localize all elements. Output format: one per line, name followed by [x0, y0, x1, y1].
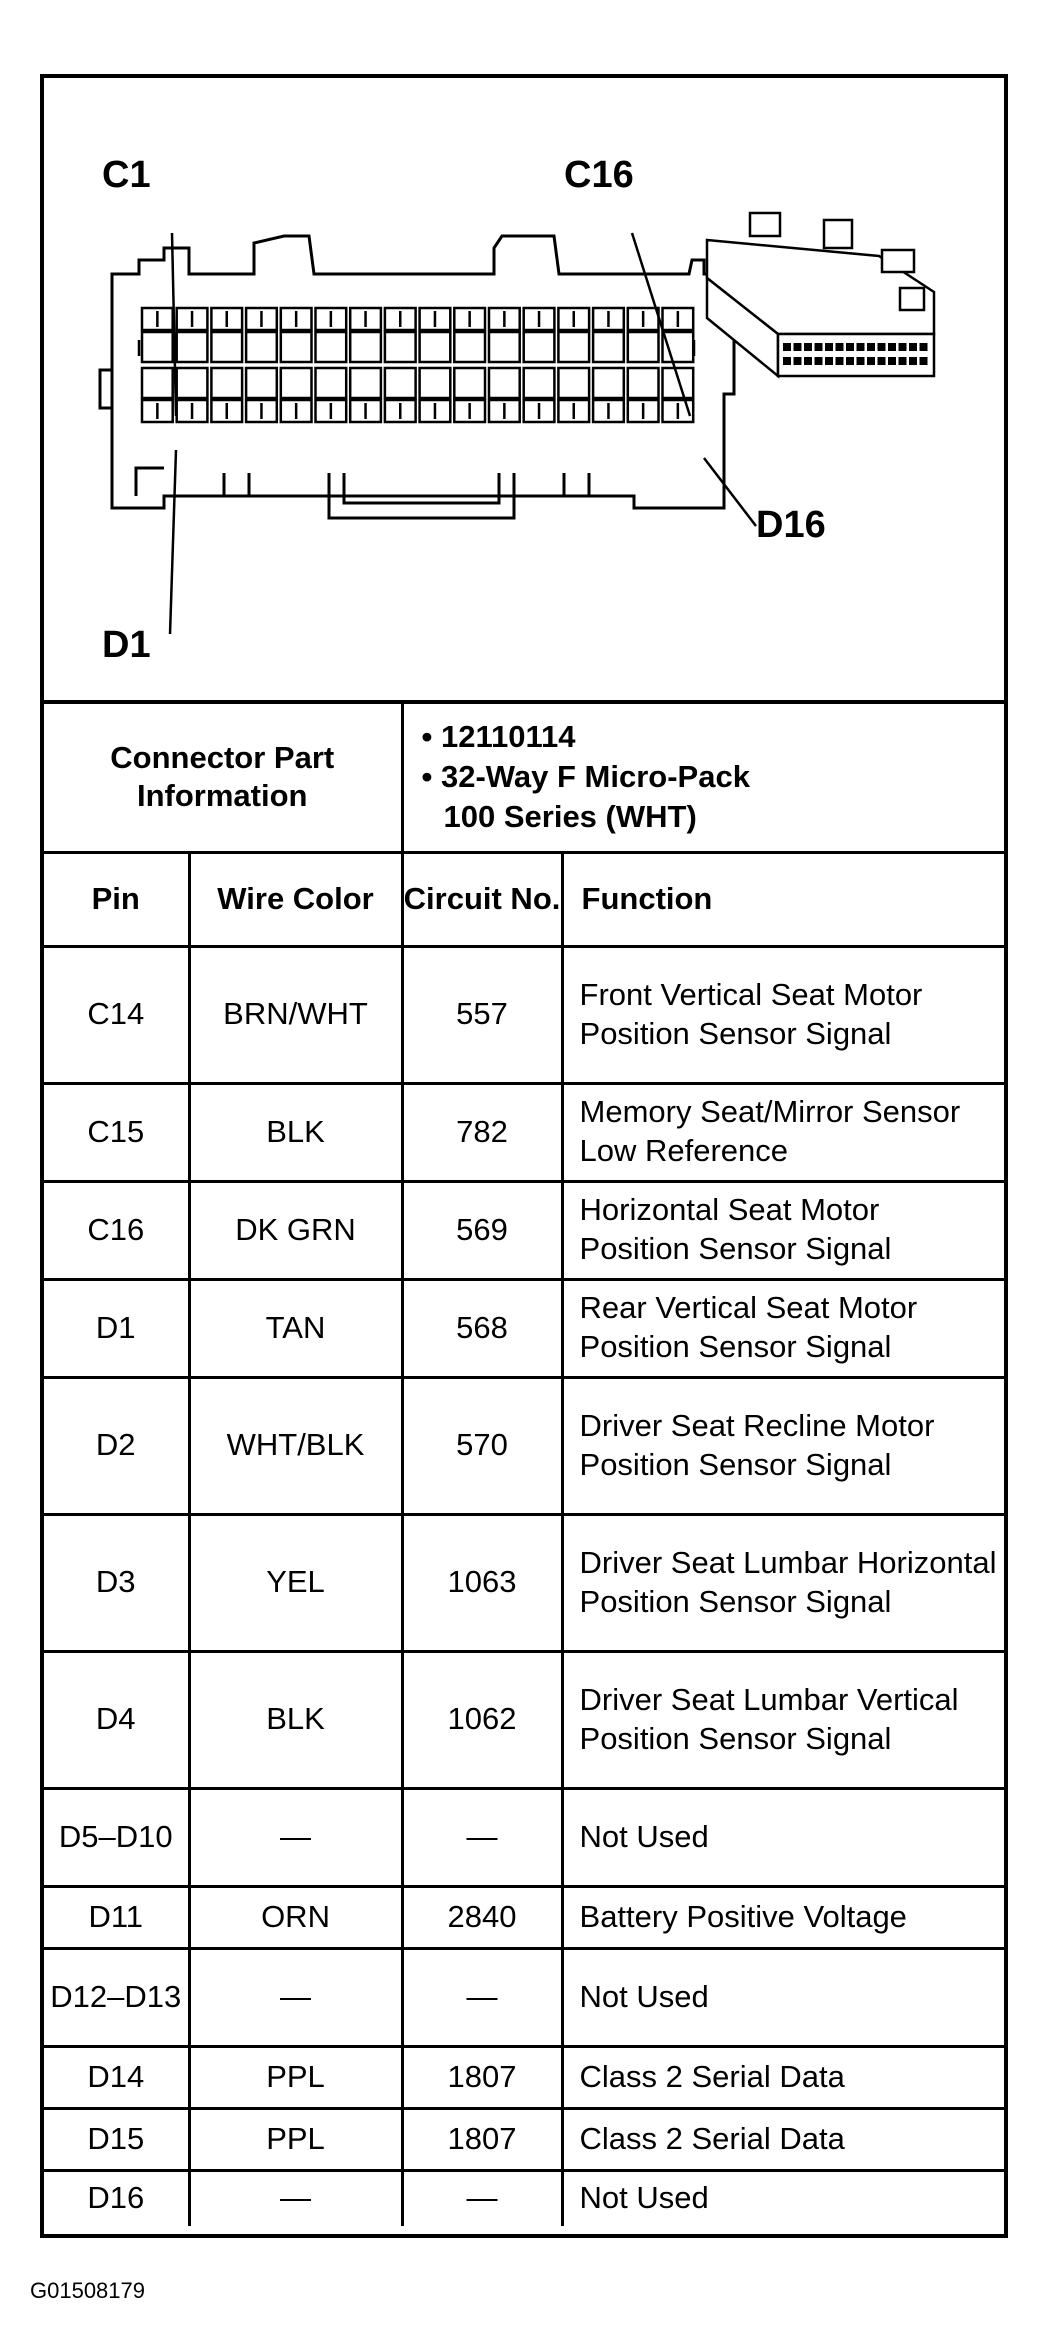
leader-lines [170, 233, 756, 634]
wire-color-cell: YEL [189, 1514, 402, 1651]
iso-pin [837, 358, 843, 364]
circuit-cell: — [402, 2170, 562, 2226]
iso-pin [868, 358, 874, 364]
circuit-cell: 1807 [402, 2046, 562, 2108]
connector-part-info-row [44, 702, 1004, 852]
iso-pin [910, 358, 916, 364]
c-pin-cavity [420, 332, 451, 362]
circuit-cell: 569 [402, 1181, 562, 1279]
circuit-cell: 570 [402, 1377, 562, 1514]
wire-color-cell: DK GRN [189, 1181, 402, 1279]
iso-pin [879, 358, 885, 364]
d-pin-cavity [558, 368, 589, 398]
iso-pin [858, 344, 864, 350]
function-cell: Class 2 Serial Data [562, 2046, 1004, 2108]
pin-cell: D2 [44, 1377, 189, 1514]
pin-cell: D15 [44, 2108, 189, 2170]
pin-cell: D3 [44, 1514, 189, 1651]
table-header-row [44, 852, 1004, 946]
connector-face-drawing [44, 78, 1004, 700]
wire-color-cell: — [189, 2170, 402, 2226]
c-pin-cavity [316, 332, 347, 362]
d-pin-cavity [316, 368, 347, 398]
header-wire-color: Wire Color [189, 852, 402, 946]
iso-pin [795, 344, 801, 350]
iso-pin [805, 358, 811, 364]
table-row [44, 1181, 1004, 1279]
table-row [44, 1886, 1004, 1948]
iso-pin [921, 358, 927, 364]
pin-cell: D11 [44, 1886, 189, 1948]
iso-pin [889, 358, 895, 364]
d-pin-cavity [350, 368, 381, 398]
wire-color-cell: BRN/WHT [189, 946, 402, 1083]
pin-cell: D12–D13 [44, 1948, 189, 2046]
c-pin-cavity [489, 332, 520, 362]
function-cell: Battery Positive Voltage [562, 1886, 1004, 1948]
function-cell: Not Used [562, 1948, 1004, 2046]
iso-pin [900, 344, 906, 350]
d-pin-cavity [211, 368, 242, 398]
d-pin-cavity [246, 368, 277, 398]
circuit-cell: — [402, 1788, 562, 1886]
c-pin-cavity [628, 332, 659, 362]
c-pin-cavity [385, 332, 416, 362]
circuit-cell: 2840 [402, 1886, 562, 1948]
c-pin-cavity [350, 332, 381, 362]
iso-pin [910, 344, 916, 350]
function-cell: Memory Seat/Mirror Sensor Low Reference [562, 1083, 1004, 1181]
d-pin-cavity [142, 368, 173, 398]
iso-pin [837, 344, 843, 350]
pinout-table [44, 700, 1004, 2226]
pin-cell: D14 [44, 2046, 189, 2108]
iso-pin [847, 358, 853, 364]
function-cell: Rear Vertical Seat Motor Position Sensor Signal [562, 1279, 1004, 1377]
figure-code: G01508179 [30, 2278, 145, 2303]
table-row [44, 2170, 1004, 2226]
function-cell: Class 2 Serial Data [562, 2108, 1004, 2170]
label-d16: D16 [756, 504, 826, 546]
c-pin-cavity [454, 332, 485, 362]
wire-color-cell: BLK [189, 1083, 402, 1181]
pin-cell: D16 [44, 2170, 189, 2226]
wire-color-cell: WHT/BLK [189, 1377, 402, 1514]
wire-color-cell: — [189, 1788, 402, 1886]
pin-cell: C14 [44, 946, 189, 1083]
wire-color-cell: BLK [189, 1651, 402, 1788]
iso-pin [889, 344, 895, 350]
iso-pin [805, 344, 811, 350]
iso-pin [826, 358, 832, 364]
table-row [44, 1948, 1004, 2046]
d-pin-cavity [524, 368, 555, 398]
c-pin-cavity [281, 332, 312, 362]
pin-cell: C15 [44, 1083, 189, 1181]
iso-pin [858, 358, 864, 364]
table-row [44, 2108, 1004, 2170]
d-pin-cavity [420, 368, 451, 398]
wire-color-cell: ORN [189, 1886, 402, 1948]
iso-pin [900, 358, 906, 364]
circuit-cell: 1063 [402, 1514, 562, 1651]
pin-cell: C16 [44, 1181, 189, 1279]
function-cell: Not Used [562, 2170, 1004, 2226]
circuit-cell: — [402, 1948, 562, 2046]
function-cell: Not Used [562, 1788, 1004, 1886]
table-row [44, 2046, 1004, 2108]
iso-pin [868, 344, 874, 350]
table-row [44, 1651, 1004, 1788]
iso-pin [826, 344, 832, 350]
iso-pin [879, 344, 885, 350]
iso-pin [784, 358, 790, 364]
c-pin-cavity [211, 332, 242, 362]
iso-pin [816, 344, 822, 350]
table-row [44, 1788, 1004, 1886]
function-cell: Driver Seat Lumbar Horizontal Position Sensor Signal [562, 1514, 1004, 1651]
iso-pin [795, 358, 801, 364]
connector-part-info-value [402, 702, 1004, 852]
part-number: • 12110114 [421, 718, 576, 754]
wire-color-cell: PPL [189, 2108, 402, 2170]
iso-pin [847, 344, 853, 350]
table-row [44, 1083, 1004, 1181]
connector-part-info-label: Connector Part Information [44, 702, 402, 852]
function-cell: Driver Seat Recline Motor Position Sensor Signal [562, 1377, 1004, 1514]
label-d1: D1 [102, 624, 151, 666]
wire-color-cell: TAN [189, 1279, 402, 1377]
function-cell: Horizontal Seat Motor Position Sensor Signal [562, 1181, 1004, 1279]
c-pin-cavity [558, 332, 589, 362]
pin-cell: D4 [44, 1651, 189, 1788]
function-cell: Driver Seat Lumbar Vertical Position Sensor Signal [562, 1651, 1004, 1788]
pin-cell: D5–D10 [44, 1788, 189, 1886]
connector-sheet [40, 74, 1008, 2238]
d-pin-cavity [593, 368, 624, 398]
wire-color-cell: — [189, 1948, 402, 2046]
d-pin-cavity [628, 368, 659, 398]
table-row [44, 946, 1004, 1083]
pin-grid [142, 308, 693, 422]
circuit-cell: 568 [402, 1279, 562, 1377]
header-pin: Pin [44, 852, 189, 946]
d-pin-cavity [454, 368, 485, 398]
part-description-line1: • 32-Way F Micro-Pack [421, 759, 750, 795]
header-circuit-no: Circuit No. [402, 852, 562, 946]
label-c1: C1 [102, 154, 151, 196]
iso-pin [921, 344, 927, 350]
table-row [44, 1279, 1004, 1377]
connector-perspective-illustration [707, 213, 934, 376]
d-pin-cavity [489, 368, 520, 398]
table-row [44, 1377, 1004, 1514]
circuit-cell: 782 [402, 1083, 562, 1181]
label-c16: C16 [564, 154, 634, 196]
d-pin-cavity [385, 368, 416, 398]
circuit-cell: 557 [402, 946, 562, 1083]
circuit-cell: 1062 [402, 1651, 562, 1788]
d-pin-cavity [663, 368, 694, 398]
c-pin-cavity [142, 332, 173, 362]
connector-diagram [44, 78, 1004, 700]
wire-color-cell: PPL [189, 2046, 402, 2108]
d-pin-cavity [281, 368, 312, 398]
iso-pin [816, 358, 822, 364]
c-pin-cavity [246, 332, 277, 362]
c-pin-cavity [524, 332, 555, 362]
header-function: Function [562, 852, 1004, 946]
circuit-cell: 1807 [402, 2108, 562, 2170]
c-pin-cavity [593, 332, 624, 362]
d-pin-cavity [177, 368, 208, 398]
function-cell: Front Vertical Seat Motor Position Sensor Signal [562, 946, 1004, 1083]
c-pin-cavity [177, 332, 208, 362]
iso-pin [784, 344, 790, 350]
pin-cell: D1 [44, 1279, 189, 1377]
table-row [44, 1514, 1004, 1651]
part-description-line2: 100 Series (WHT) [443, 799, 697, 835]
